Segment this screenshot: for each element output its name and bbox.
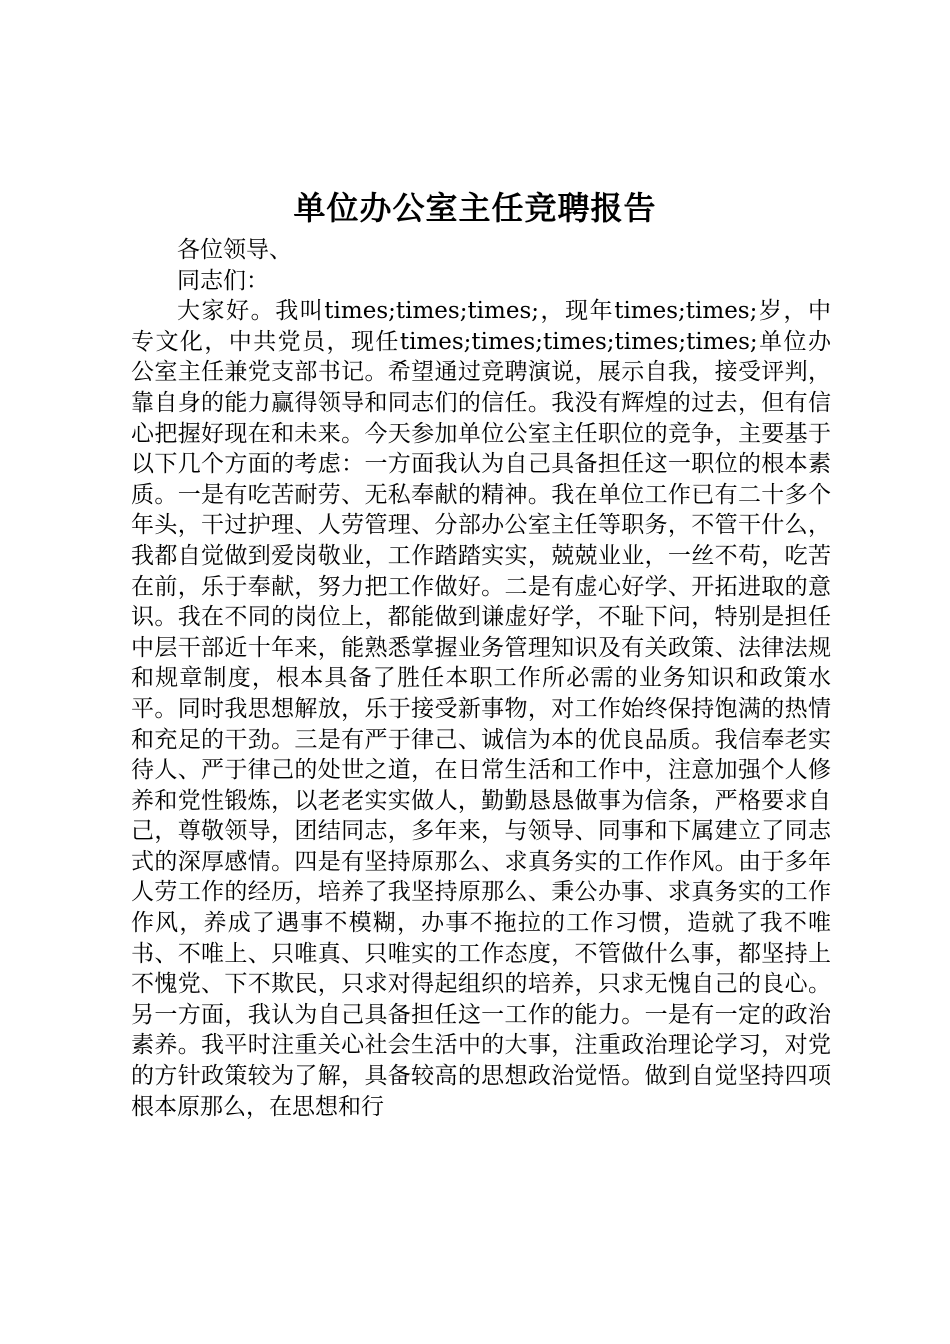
salutation-line-2: 同志们： [177,267,269,294]
body-paragraph: 大家好。我叫times;times;times;，现年times;times;岁，中专文化，中共党员，现任times;times;times;times;times;单位办公室主任兼党支部书记。希望通过竞聘演说，展示自我，接受评判，靠自身的能力赢得领导和同志们的信任。我没有辉煌的过去，但有信心把握好现在和未来。今天参加单位公室主任职位的竞争，主要基于以下几个方面的考虑：一方面我认为自己具备担任这一职位的根本素质。一是有吃苦耐劳、无私奉献的精神。我在单位工作已有二十多个年头，干过护理、人劳管理、分部办公室主任等职务，不管干什么，我都自觉做到爱岗敬业，工作踏踏实实，兢兢业业，一丝不苟，吃苦在前，乐于奉献，努力把工作做好。二是有虚心好学、开拓进取的意识。我在不同的岗位上，都能做到谦虚好学，不耻下问，特别是担任中层干部近十年来，能熟悉掌握业务管理知识及有关政策、法律法规和规章制度，根本具备了胜任本职工作所必需的业务知识和政策水平。同时我思想解放，乐于接受新事物，对工作始终保持饱满的热情和充足的干劲。三是有严于律己、诚信为本的优良品质。我信奉老实待人、严于律己的处世之道，在日常生活和工作中，注意加强个人修养和党性锻炼，以老老实实做人，勤勤恳恳做事为信条，严格要求自己，尊敬领导，团结同志，多年来，与领导、同事和下属建立了同志式的深厚感情。四是有坚持原那么、求真务实的工作作风。由于多年人劳工作的经历，培养了我坚持原那么、秉公办事、求真务实的工作作风，养成了遇事不模糊，办事不拖拉的工作习惯，造就了我不唯书、不唯上、只唯真、只唯实的工作态度，不管做什么事，都坚持上不愧党、下不欺民，只求对得起组织的培养，只求无愧自己的良心。另一方面，我认为自己具备担任这一工作的能力。一是有一定的政治素养。我平时注重关心社会生活中的大事，注重政治理论学习，对党的方针政策较为了解，具备较高的思想政治觉悟。做到自觉坚持四项根本原那么，在思想和行 [131,298,831,1120]
document-title: 单位办公室主任竞聘报告 [293,189,657,227]
salutation-line-1: 各位领导、 [177,237,292,263]
document-body [131,235,831,1122]
